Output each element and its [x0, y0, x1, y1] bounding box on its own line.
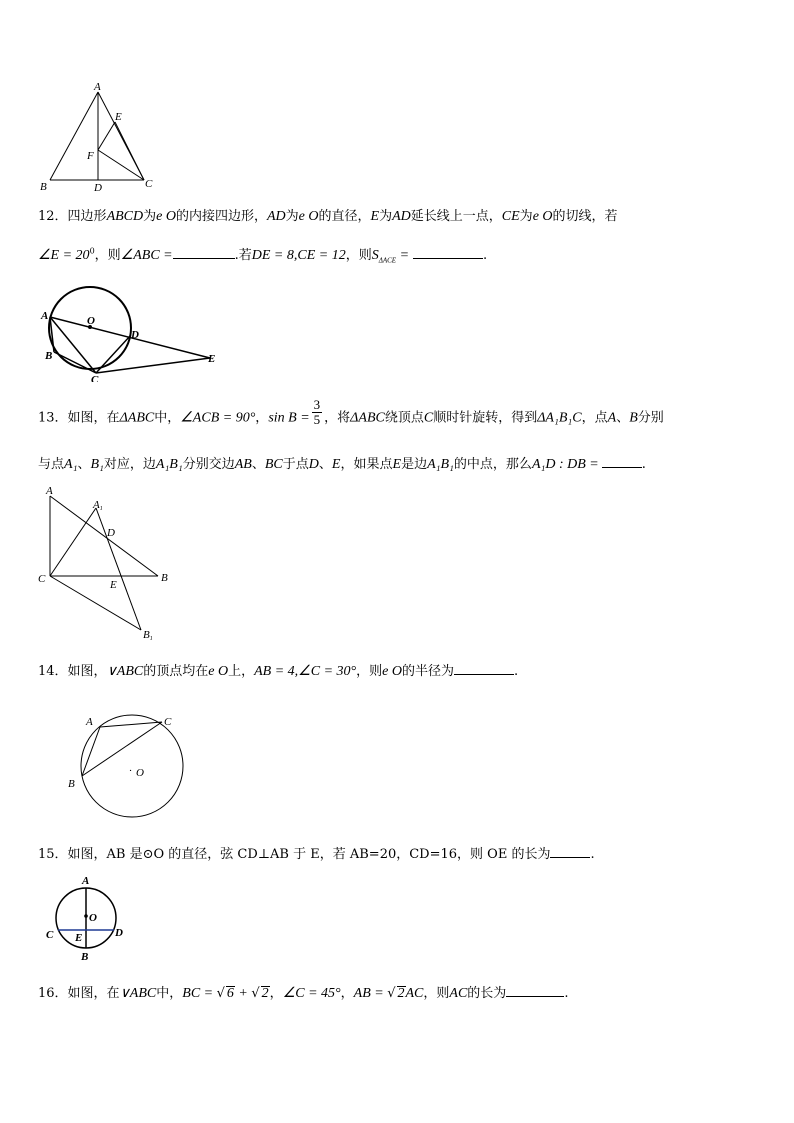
figure-chord-diameter: [44, 870, 134, 966]
answer-blank[interactable]: [506, 984, 564, 997]
figure-inscribed-triangle: [62, 708, 192, 828]
label-B: B: [68, 778, 75, 790]
label-A: A: [41, 310, 49, 322]
label-D: D: [94, 182, 102, 194]
label-E: E: [110, 579, 117, 591]
label-C: C: [38, 573, 46, 585]
sqrt-symbol: √: [387, 986, 396, 1001]
question-12-line-2: ∠E = $20^0$，则∠ABC = .若DE = 8,CE = 12，则$S_{\Delta ACE}$ = .: [38, 246, 488, 265]
answer-blank[interactable]: [550, 845, 590, 858]
label-C: C: [164, 716, 172, 728]
question-number: 12．: [38, 209, 68, 224]
label-A: A: [94, 81, 101, 93]
answer-blank[interactable]: [413, 246, 483, 259]
question-13-line-1: 13．如图，在ΔABC中，∠ACB = 90°，sin B = $\frac{3}{5}$ ，将ΔABC绕顶点C顺时针旋转，得到ΔA₁B₁C，点A、B分别: [38, 397, 664, 428]
answer-blank[interactable]: [454, 662, 514, 675]
label-B1: B1: [143, 629, 153, 642]
label-A1: A1: [93, 499, 103, 512]
label-E: E: [75, 932, 83, 944]
label-A: A: [46, 485, 53, 497]
question-16: 16．如图，在∨ABC中，BC = √ 6 + √ 2，∠C = 45°，AB = √ 2AC，则AC的长为 .: [38, 986, 569, 1001]
label-O: O: [87, 315, 95, 327]
figure-rotated-triangle: [38, 484, 178, 644]
question-13-line-2: 与点A₁、B₁对应，边A₁B₁分别交边AB、BC于点D、E，如果点E是边A₁B₁的中点，那么A₁D : DB = .: [38, 457, 646, 472]
answer-blank[interactable]: [173, 246, 235, 259]
label-A: A: [82, 875, 90, 887]
label-B: B: [81, 951, 89, 963]
label-B: B: [40, 181, 47, 193]
question-12-line-1: 12．四边形ABCD为e O的内接四边形，AD为e O的直径，E为AD延长线上一点，CE为e O的切线，若: [38, 209, 618, 224]
label-C: C: [46, 929, 54, 941]
question-15: 15．如图，AB 是⊙O 的直径，弦 CD⊥AB 于 E，若 AB=20，CD=16，则 OE 的长为 .: [38, 847, 595, 862]
sqrt-symbol: √: [251, 986, 260, 1001]
label-A: A: [86, 716, 93, 728]
label-D: D: [115, 927, 123, 939]
label-O: O: [136, 767, 144, 779]
label-C: C: [145, 178, 153, 190]
label-E: E: [115, 111, 122, 123]
question-14: 14．如图，∨ABC的顶点均在e O上，AB = 4,∠C = 30°，则e O的半径为 .: [38, 664, 519, 679]
label-F: F: [87, 150, 94, 162]
fraction: $\frac{3}{5}$: [313, 397, 321, 428]
answer-blank[interactable]: [602, 455, 642, 468]
label-E: E: [208, 353, 216, 365]
label-B: B: [45, 350, 53, 362]
sqrt-symbol: √: [216, 986, 225, 1001]
label-B: B: [161, 572, 168, 584]
label-C: C: [91, 374, 99, 382]
label-D: D: [131, 329, 139, 341]
label-O: O: [89, 912, 97, 924]
figure-triangle-altitude: [40, 80, 170, 195]
question-number: 13．: [38, 410, 68, 426]
figure-circle-tangent: [38, 282, 228, 382]
question-number: 14．: [38, 664, 68, 679]
question-number: 16．: [38, 986, 68, 1001]
label-D: D: [107, 527, 115, 539]
center-dot: ·: [129, 765, 132, 777]
question-number: 15．: [38, 847, 68, 862]
